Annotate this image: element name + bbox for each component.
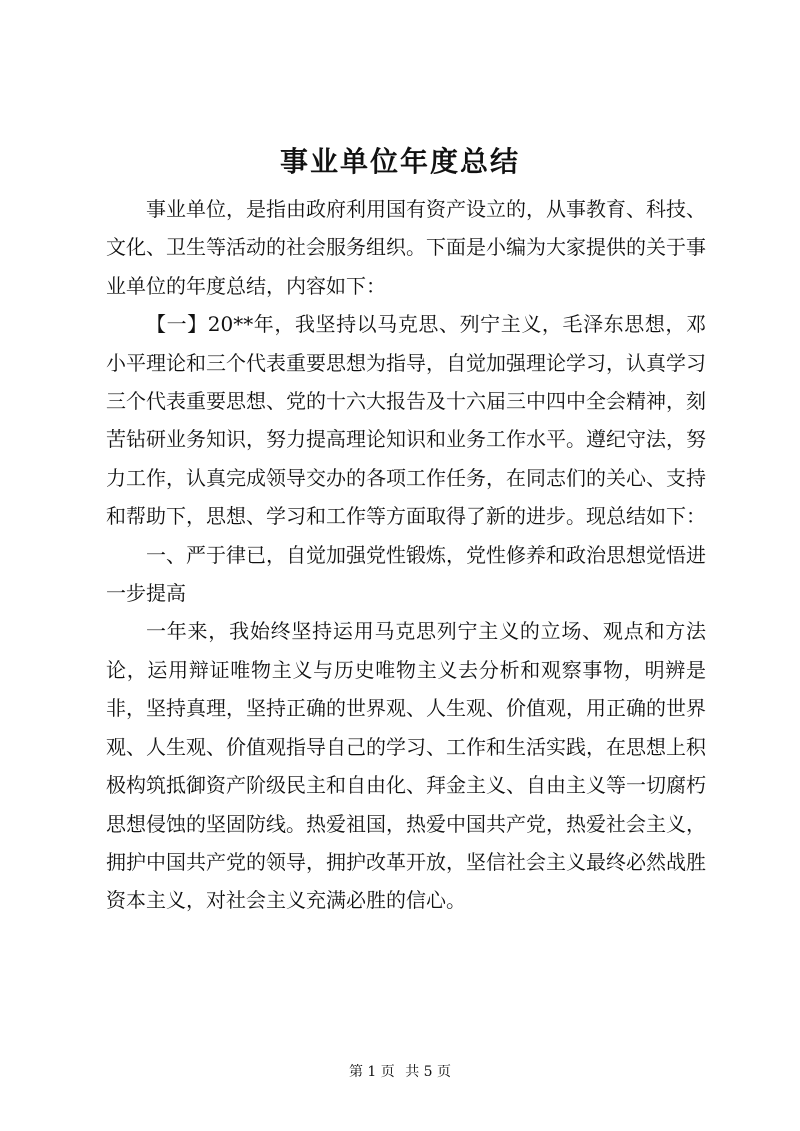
paragraph-section-one: 【一】20**年，我坚持以马克思、列宁主义，毛泽东思想，邓小平理论和三个代表重要思想为指导，自觉加强理论学习，认真学习三个代表重要思想、党的十六大报告及十六届三中四中全会精神，刻苦钻研业务知识，努力提高理论知识和业务工作水平。遵纪守法，努力工作，认真完成领导交办的各项工作任务，在同志们的关心、支持和帮助下，思想、学习和工作等方面取得了新的进步。现总结如下： bbox=[106, 312, 706, 529]
paragraph-intro: 事业单位，是指由政府利用国有资产设立的，从事教育、科技、文化、卫生等活动的社会服务组织。下面是小编为大家提供的关于事业单位的年度总结，内容如下： bbox=[106, 197, 706, 298]
page-total: 共 5 页 bbox=[405, 1064, 452, 1080]
paragraph-heading-one: 一、严于律已，自觉加强党性锻炼，党性修养和政治思想觉悟进一步提高 bbox=[106, 542, 706, 606]
page-number: 第 1 页 bbox=[348, 1064, 395, 1080]
paragraph-body: 一年来，我始终坚持运用马克思列宁主义的立场、观点和方法论，运用辩证唯物主义与历史唯物主义去分析和观察事物，明辨是非，坚持真理，坚持正确的世界观、人生观、价值观，用正确的世界观、人生观、价值观指导自己的学习、工作和生活实践，在思想上积极构筑抵御资产阶级民主和自由化、拜金主义、自由主义等一切腐朽思想侵蚀的坚固防线。热爱祖国，热爱中国共产党，热爱社会主义，拥护中国共产党的领导，拥护改革开放，坚信社会主义最终必然战胜资本主义，对社会主义充满必胜的信心。 bbox=[106, 619, 706, 913]
page-footer bbox=[0, 1062, 800, 1082]
document-body bbox=[106, 190, 706, 920]
document-title: 事业单位年度总结 bbox=[279, 145, 520, 178]
